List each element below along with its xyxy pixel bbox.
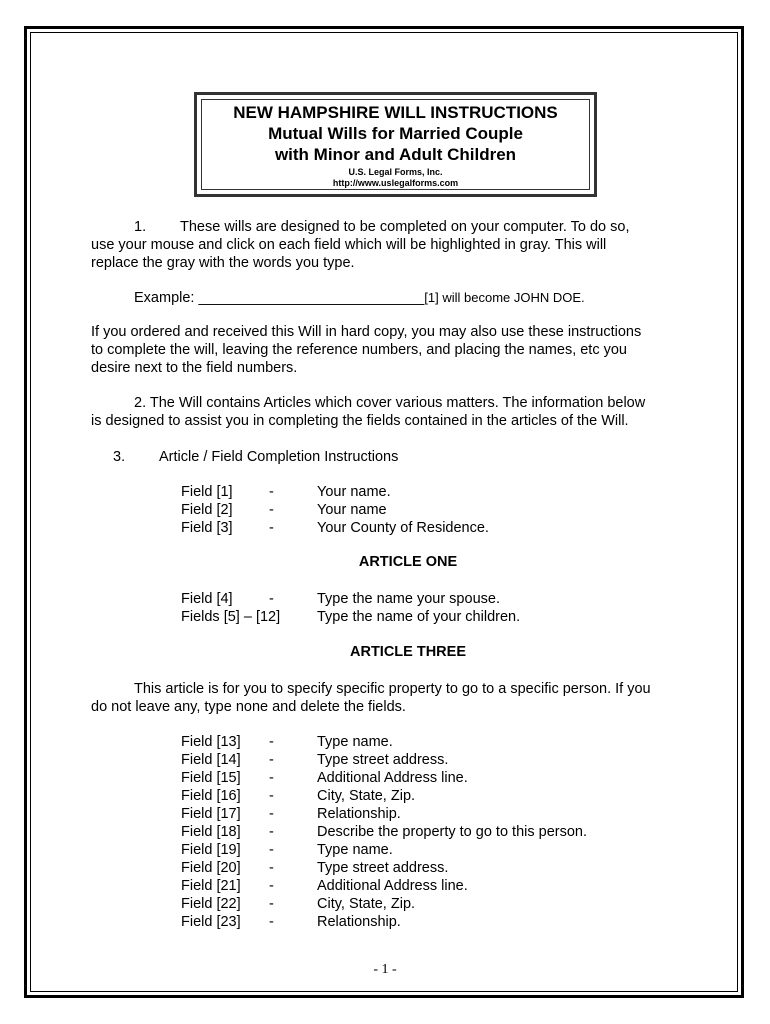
field-dash: - — [269, 788, 274, 804]
list-item — [181, 913, 587, 931]
field-label: Field [23] — [181, 914, 241, 930]
article-three-intro-line2: do not leave any, type none and delete the fields. — [91, 699, 406, 715]
field-dash: - — [269, 591, 274, 607]
field-description: Your name — [317, 502, 387, 518]
field-dash: - — [269, 860, 274, 876]
company-name: U.S. Legal Forms, Inc. — [348, 167, 443, 177]
document-subtitle-1: Mutual Wills for Married Couple — [268, 124, 523, 143]
field-description: Type the name of your children. — [317, 609, 521, 625]
document-subtitle-2: with Minor and Adult Children — [274, 145, 517, 164]
list-item — [181, 751, 587, 769]
item1-line2: use your mouse and click on each field which will be highlighted in gray. This will — [91, 237, 607, 253]
field-dash: - — [269, 896, 274, 912]
field-description: City, State, Zip. — [317, 788, 416, 804]
item1-line3: replace the gray with the words you type. — [91, 255, 355, 271]
field-label: Field [13] — [181, 734, 241, 750]
field-description: City, State, Zip. — [317, 896, 416, 912]
list-item — [181, 841, 587, 859]
field-description: Type the name your spouse. — [317, 591, 500, 607]
hardcopy-line1: If you ordered and received this Will in hard copy, you may also use these instructions — [91, 324, 642, 340]
field-dash: - — [269, 752, 274, 768]
field-description: Type name. — [317, 842, 393, 858]
hardcopy-line2: to complete the will, leaving the reference numbers, and placing the names, etc you — [91, 342, 627, 358]
list-item — [181, 769, 587, 787]
field-label: Field [21] — [181, 878, 241, 894]
example-suffix: [1] will become JOHN DOE. — [424, 290, 585, 305]
field-description: Relationship. — [317, 914, 401, 930]
list-item — [181, 823, 587, 841]
field-label: Field [4] — [181, 591, 233, 607]
field-dash: - — [269, 484, 274, 500]
example-label: Example: — [134, 290, 199, 306]
list-item — [181, 733, 587, 751]
item2-line1: 2. The Will contains Articles which cover various matters. The information below — [134, 395, 646, 411]
field-label: Field [19] — [181, 842, 241, 858]
item1-line1: These wills are designed to be completed on your computer. To do so, — [180, 219, 630, 235]
field-dash: - — [269, 520, 274, 536]
field-description: Additional Address line. — [317, 878, 468, 894]
list-item — [181, 787, 587, 805]
field-label: Field [20] — [181, 860, 241, 876]
field-label: Field [22] — [181, 896, 241, 912]
field-description: Your County of Residence. — [317, 520, 489, 536]
field-dash: - — [269, 824, 274, 840]
list-item — [181, 519, 489, 537]
field-description: Your name. — [317, 484, 391, 500]
field-label: Field [18] — [181, 824, 241, 840]
list-item — [181, 501, 489, 519]
field-label: Field [14] — [181, 752, 241, 768]
list-item — [181, 895, 587, 913]
list-item — [181, 859, 587, 877]
field-description: Type name. — [317, 734, 393, 750]
field-dash: - — [269, 842, 274, 858]
item2-line2: is designed to assist you in completing the fields contained in the articles of the Will. — [91, 413, 629, 429]
company-url: http://www.uslegalforms.com — [332, 178, 459, 188]
list-item — [181, 590, 520, 608]
article-three-fields — [181, 733, 587, 931]
example-blank: ____________________________ — [198, 290, 425, 306]
field-dash: - — [269, 770, 274, 786]
field-dash: - — [269, 878, 274, 894]
item3-text: Article / Field Completion Instructions — [159, 449, 399, 465]
field-label: Field [17] — [181, 806, 241, 822]
list-item — [181, 608, 520, 626]
field-label: Field [3] — [181, 520, 233, 536]
title-box — [201, 99, 590, 190]
field-description: Type street address. — [317, 752, 449, 768]
field-dash: - — [269, 914, 274, 930]
list-item — [181, 805, 587, 823]
general-fields-list — [181, 483, 489, 537]
article-one-heading: ARTICLE ONE — [358, 554, 458, 570]
field-label: Field [15] — [181, 770, 241, 786]
field-description: Relationship. — [317, 806, 401, 822]
item1-number: 1. — [134, 219, 147, 235]
field-label: Field [1] — [181, 484, 233, 500]
field-description: Describe the property to go to this person. — [317, 824, 588, 840]
field-dash: - — [269, 502, 274, 518]
field-label: Fields [5] – [12] — [181, 609, 281, 625]
list-item — [181, 877, 587, 895]
hardcopy-line3: desire next to the field numbers. — [91, 360, 298, 376]
list-item — [181, 483, 489, 501]
example-line — [134, 289, 585, 307]
field-dash: - — [269, 734, 274, 750]
article-three-intro-line1: This article is for you to specify specific property to go to a specific person. If you — [134, 681, 651, 697]
field-description: Additional Address line. — [317, 770, 468, 786]
article-one-fields — [181, 590, 520, 626]
field-description: Type street address. — [317, 860, 449, 876]
article-three-heading: ARTICLE THREE — [350, 644, 466, 660]
field-dash: - — [269, 806, 274, 822]
item3-number: 3. — [113, 449, 126, 465]
field-label: Field [2] — [181, 502, 233, 518]
document-title: NEW HAMPSHIRE WILL INSTRUCTIONS — [233, 103, 558, 122]
field-label: Field [16] — [181, 788, 241, 804]
page-number: - 1 - — [373, 962, 397, 977]
